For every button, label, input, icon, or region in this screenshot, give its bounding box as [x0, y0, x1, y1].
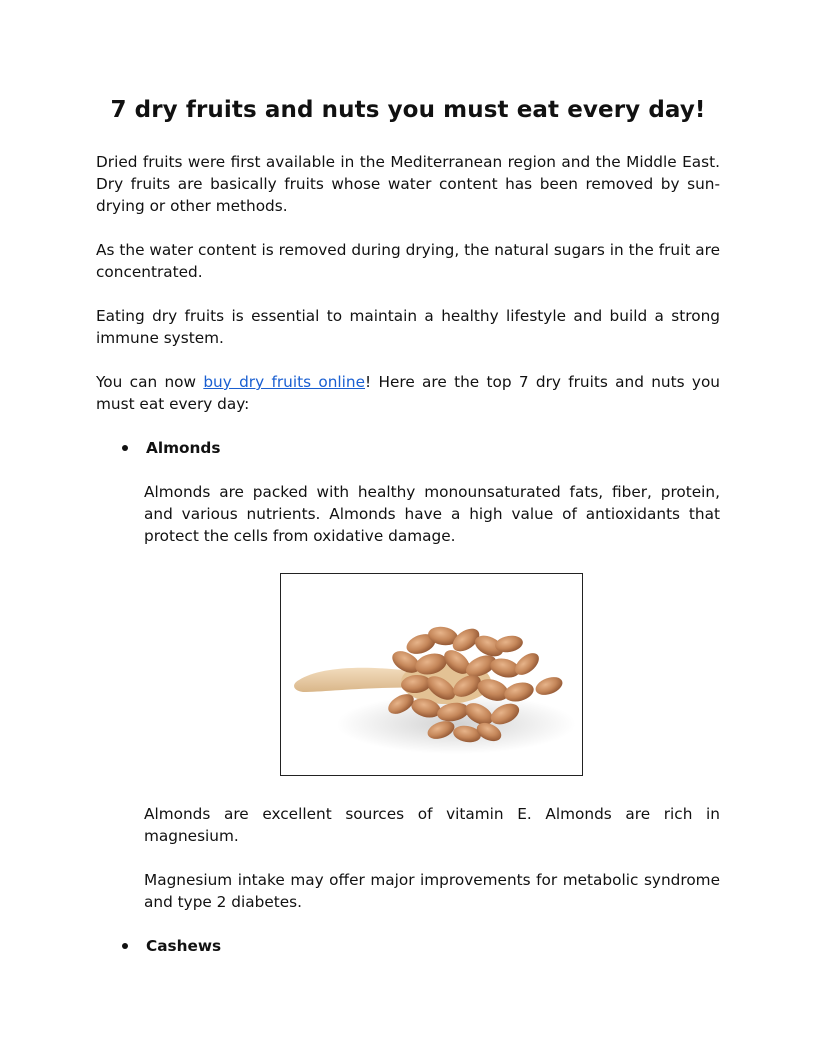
bullet-icon — [122, 943, 128, 949]
intro-paragraph-2: As the water content is removed during drying, the natural sugars in the fruit are concentrated. — [96, 241, 720, 281]
almonds-image — [280, 573, 583, 776]
list-item-almonds — [120, 437, 220, 459]
almonds-illustration-icon — [281, 574, 582, 775]
intro-paragraph-3: Eating dry fruits is essential to maintain a healthy lifestyle and build a strong immune system. — [96, 307, 720, 347]
bullet-icon — [122, 445, 128, 451]
almonds-paragraph-1: Almonds are packed with healthy monounsaturated fats, fiber, protein, and various nutrients. Almonds have a high value of antioxidants that protect the cells from oxidative damage. — [144, 483, 720, 545]
almonds-paragraph-3: Magnesium intake may offer major improvements for metabolic syndrome and type 2 diabetes. — [144, 871, 720, 911]
cta-text-before: You can now — [96, 373, 204, 391]
list-item-cashews — [120, 935, 221, 957]
cta-text-after: ! Here are the top 7 dry fruits and nuts you must eat every day: — [96, 373, 721, 413]
section-heading-almonds: Almonds — [146, 439, 221, 457]
buy-dry-fruits-online-link[interactable]: buy dry fruits online — [203, 373, 366, 391]
page-title: 7 dry fruits and nuts you must eat every day! — [110, 97, 706, 123]
section-heading-cashews: Cashews — [146, 937, 222, 955]
almonds-paragraph-2: Almonds are excellent sources of vitamin E. Almonds are rich in magnesium. — [144, 805, 720, 845]
intro-paragraph-1: Dried fruits were first available in the Mediterranean region and the Middle East. Dry fruits are basically fruits whose water content has been removed by sun-drying or other methods. — [96, 153, 720, 215]
cta-paragraph — [96, 371, 720, 415]
